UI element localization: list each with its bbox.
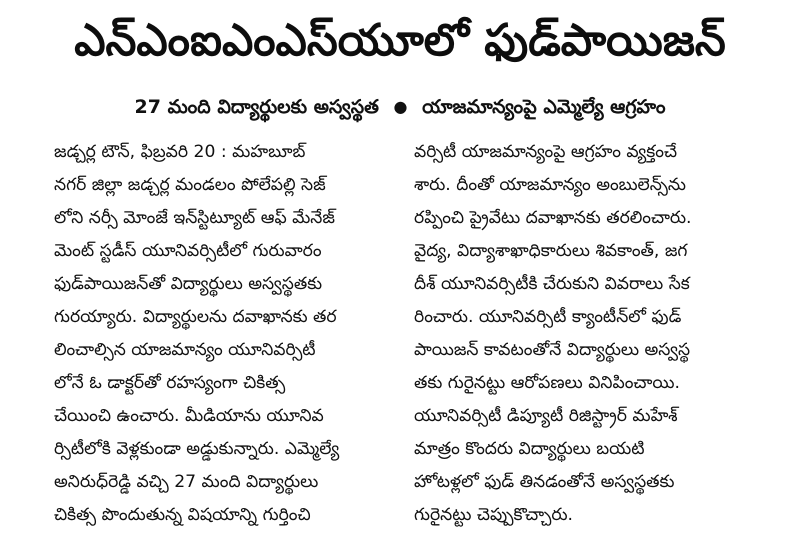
- headline: ఎన్‌ఎంఐఎంఎస్‌యూలో ఫుడ్‌పాయిజన్‌: [74, 15, 726, 66]
- body-line: అనిరుధ్‌రెడ్డి వచ్చి 27 మంది విద్యార్థులు: [54, 472, 319, 492]
- body-line: హోటళ్లలో ఫుడ్‌ తినడంతోనే అస్వస్థతకు: [414, 472, 675, 492]
- body-line: నగర్‌ జిల్లా జడ్చర్ల మండలం పోలేపల్లి సెజ్‌: [54, 175, 326, 195]
- body-line: గురయ్యారు. విద్యార్థులను దవాఖానకు తర: [54, 307, 337, 327]
- subheadline-left: 27 మంది విద్యార్థులకు అస్వస్థత: [134, 96, 379, 118]
- body-line: మెంట్‌ స్టడీస్‌ యూనివర్సిటీలో గురువారం: [54, 241, 322, 261]
- body-line: దీశ్‌ యూనివర్సిటీకి చేరుకుని వివరాలు సేక: [414, 274, 690, 294]
- body-line: మాత్రం కొందరు విద్యార్థులు బయటి: [414, 439, 645, 459]
- body-line: యూనివర్సిటీ డిప్యూటీ రిజిస్ట్రార్‌ మహేశ్‌: [414, 406, 678, 426]
- body-line: గురైనట్టు చెప్పుకొచ్చారు.: [414, 505, 573, 525]
- body-line: రప్పించి ప్రైవేటు దవాఖానకు తరలించారు.: [414, 208, 692, 228]
- body-line: చేయించి ఉంచారు. మీడియాను యూనివ: [54, 406, 324, 426]
- subheadline: [0, 90, 800, 124]
- body-line: ఫుడ్‌పాయిజన్‌తో విద్యార్థులు అస్వస్థతకు: [54, 274, 323, 294]
- right-column: [414, 136, 752, 533]
- body-line: ర్సిటీలోకి వెళ్లకుండా అడ్డుకున్నారు. ఎమ్మెల్యే: [54, 439, 340, 459]
- left-column: [54, 136, 396, 533]
- body-line: వర్సిటీ యాజమాన్యంపై ఆగ్రహం వ్యక్తంచే: [414, 142, 678, 162]
- body-line: శారు. దీంతో యాజమాన్యం అంబులెన్స్‌ను: [414, 175, 686, 195]
- body-line: చికిత్స పొందుతున్న విషయాన్ని గుర్తించి: [54, 505, 311, 525]
- subheadline-right: యాజమాన్యంపై ఎమ్మెల్యే ఆగ్రహం: [422, 96, 666, 118]
- body-line: జడ్చర్ల టౌన్‌, ఫిబ్రవరి 20 : మహబూబ్‌: [54, 142, 306, 162]
- body-line: తకు గురైనట్టు ఆరోపణలు వినిపించాయి.: [414, 373, 680, 393]
- body-line: లోనే ఓ డాక్టర్‌తో రహస్యంగా చికిత్స: [54, 373, 286, 393]
- body-line: పాయిజన్‌ కావటంతోనే విద్యార్థులు అస్వస్థ: [414, 340, 691, 360]
- body-line: రించారు. యూనివర్సిటీ క్యాంటీన్‌లో ఫుడ్‌: [414, 307, 682, 327]
- body-line: వైద్య, విద్యాశాఖాధికారులు శివకాంత్‌, జగ: [414, 241, 688, 261]
- bullet-separator: ●: [393, 97, 408, 116]
- body-line: లోని నర్సీ మోంజే ఇన్‌స్టిట్యూట్‌ ఆఫ్‌ మేనేజ్‌: [54, 208, 335, 228]
- body-line: లించాల్సిన యాజమాన్యం యూనివర్సిటీ: [54, 340, 316, 360]
